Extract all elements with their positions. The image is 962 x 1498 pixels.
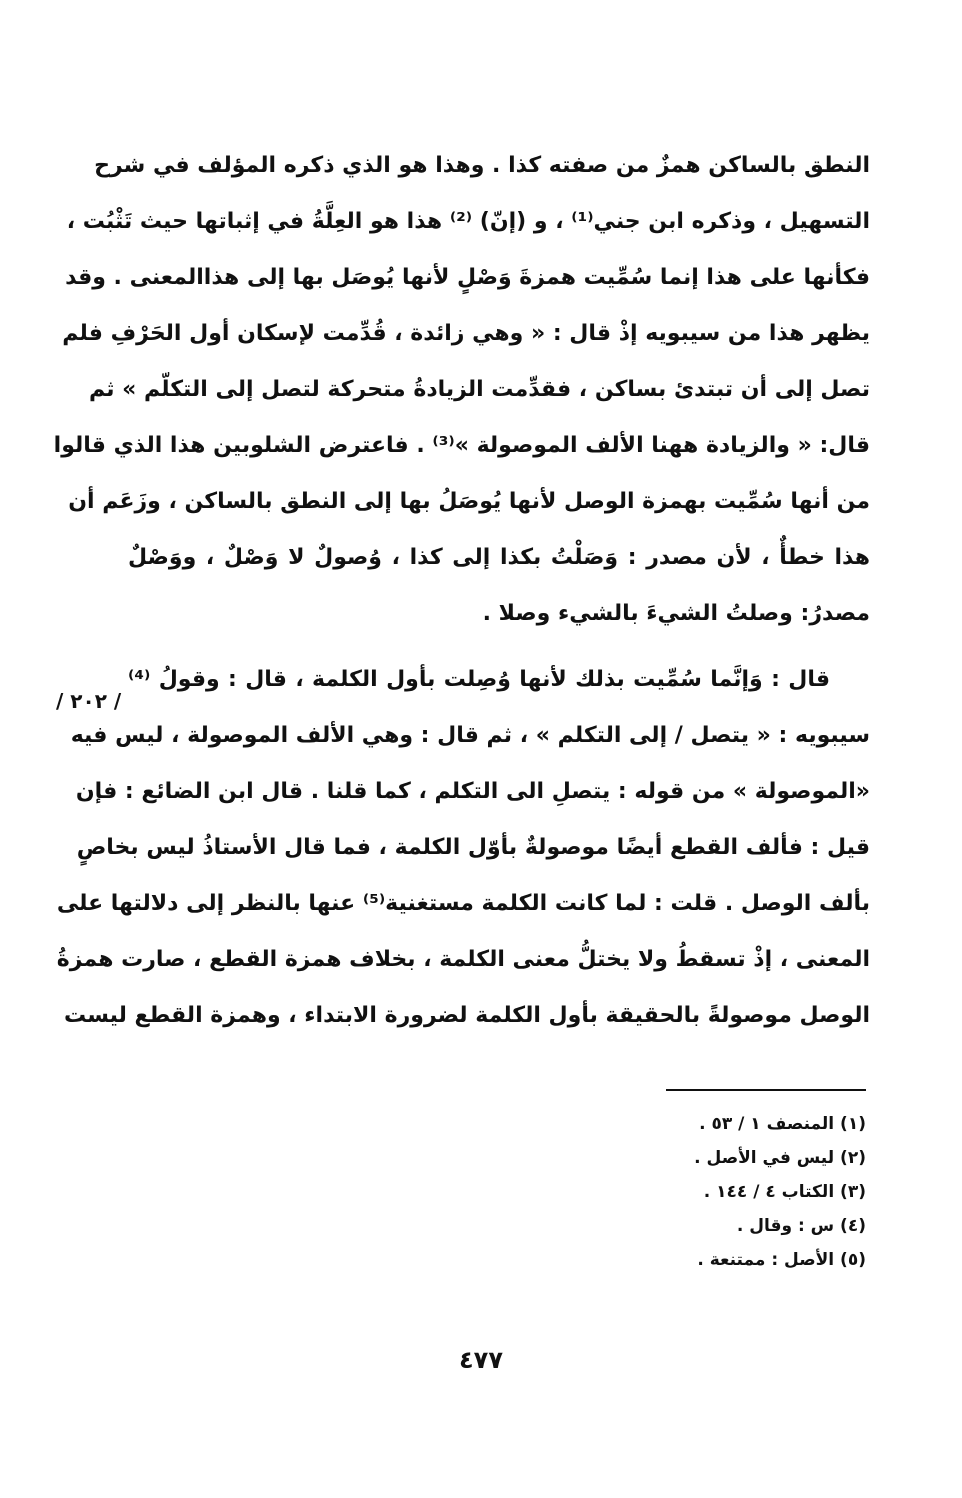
footnote: (٣) الكتاب ٤ / ١٤٤ .: [703, 1182, 866, 1202]
text-line: الوصل موصولةً بالحقيقة بأول الكلمة لضرورة الابتداء ، وهمزة القطع ليست: [63, 1003, 870, 1028]
footnote: (٤) س : وقال .: [736, 1216, 866, 1236]
text-line: المعنى ، إذْ تسقطُ ولا يختلُّ معنى الكلمة ، بخلاف همزة القطع ، صارت همزةُ: [56, 947, 870, 972]
text-line: تصل إلى أن تبتدئ بساكن ، فقدِّمت الزيادةُ متحركة لتصل إلى التكلّم » ثم: [88, 377, 870, 402]
text-line: مصدرُ: وصلتُ الشيءَ بالشيء وصلا .: [482, 601, 870, 626]
text-line: قال : وَإنَّما سُمِّيت بذلك لأنها وُصِلت بأول الكلمة ، قال : وقولُ ⁽⁴⁾: [128, 667, 830, 692]
text-line: قال: « والزيادة ههنا الألف الموصولة »⁽³⁾ . فاعترض الشلوبين هذا الذي قالوا: [53, 433, 870, 458]
text-line: «الموصولة » من قوله : يتصلِ الى التكلم ، كما قلنا . قال ابن الضائع : فإن: [75, 779, 870, 804]
text-line: النطق بالساكن همزٌ من صفته كذا . وهذا هو الذي ذكره المؤلف في شرح: [94, 153, 870, 178]
text-line: سيبويه : « يتصل / إلى التكلم » ، ثم قال : وهي الألف الموصولة ، ليس فيه: [70, 723, 870, 748]
text-line: فكأنها على هذا إنما سُمِّيت همزةَ وَصْلٍ لأنها يُوصَل بها إلى هذاالمعنى . وقد: [65, 265, 870, 290]
text-line: هذا خطأٌ ، لأن مصدر : وَصَلْتُ بكذا إلى كذا ، وُصولٌ لا وَصْلٌ ، ووَصْلٌ: [128, 545, 870, 570]
page-number: ٤٧٧: [459, 1346, 503, 1374]
text-line: قيل : فألف القطع أيضًا موصولةٌ بأوّل الكلمة ، فما قال الأستاذُ ليس بخاصٍ: [76, 835, 870, 860]
footnote-separator: [666, 1089, 866, 1091]
footnote: (١) المنصف ١ / ٥٣ .: [699, 1114, 866, 1134]
paragraph-break: [128, 642, 870, 652]
footnote: (٥) الأصل : ممتنعة .: [697, 1250, 866, 1270]
text-line: التسهيل ، وذكره ابن جني⁽¹⁾ ، و (إنّ) ⁽²⁾ هذا هو العِلَّةُ في إثباتها حيث تَثْبُت ،: [66, 209, 870, 234]
text-line: من أنها سُمِّيت بهمزة الوصل لأنها يُوصَلُ بها إلى النطق بالساكن ، وزَعَم أن: [68, 489, 870, 514]
footnote: (٢) ليس في الأصل .: [694, 1148, 866, 1168]
footnotes: [566, 1107, 866, 1277]
text-line: يظهر هذا من سيبويه إذْ قال : « وهي زائدة ، قُدِّمت لإسكان أول الحَرْفِ فلم: [62, 321, 870, 346]
text-line: بألف الوصل . قلت : لما كانت الكلمة مستغنية⁽⁵⁾ عنها بالنظر إلى دلالتها على: [56, 891, 870, 916]
manuscript-folio-note: / ٢٠٢ /: [56, 689, 122, 713]
